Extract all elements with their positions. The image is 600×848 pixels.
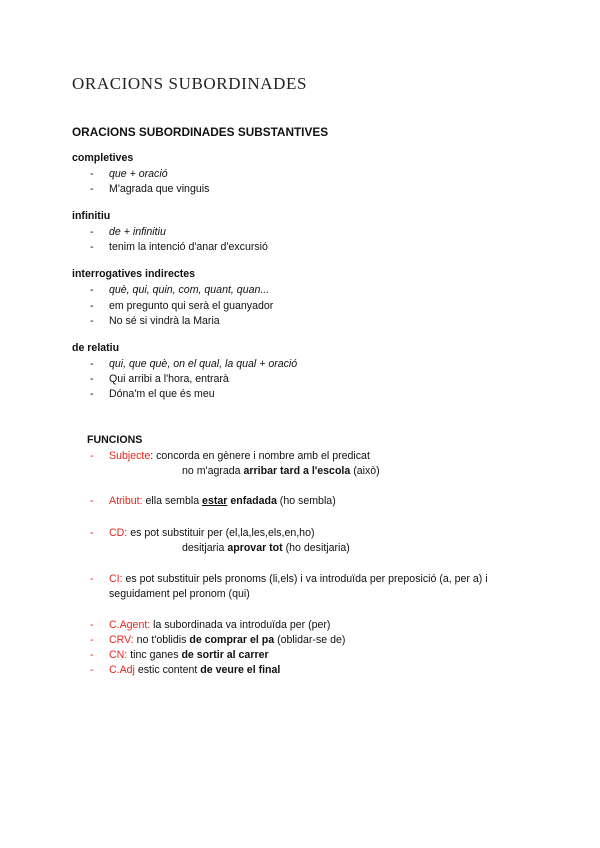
group-label-infinitiu: infinitiu bbox=[72, 210, 111, 222]
funcio-label: CI: bbox=[109, 573, 123, 585]
funcio-label: C.Adj bbox=[109, 664, 135, 676]
funcio-label: Atribut: bbox=[109, 495, 143, 507]
group-label-completives: completives bbox=[72, 152, 134, 164]
group-label-relatiu: de relatiu bbox=[72, 342, 120, 354]
group-label-interrogatives: interrogatives indirectes bbox=[72, 268, 196, 280]
document-page: ORACIONS SUBORDINADES ORACIONS SUBORDINADES SUBSTANTIVES completives - que + oració - M'agrada que vinguis infinitiu - de + infinitiu - tenim la intenció d'anar d'excursió interrogatives indirectes - què, qui, quin, com, quant, quan... - em pregunto qui serà el guanyador - No sé si vindrà la Maria de relatiu - qui, que què, on el qual, la qual + oració - Qui arribi a l'hora, entrarà - Dóna'm el que és meu FUNCIONS - Subjecte: concorda en gènere i nombre amb el predicat no m'agrada arribar tard a l'escola (això) - Atribut: ella sembla estar enfadada (ho sembla) - CD: es pot substituir per (el,la,les,els,en,ho) desitjaria aprovar tot (ho desitjaria) - CI: es pot substituir pels pronoms (li,els) i va introduïda per preposició (a, per a) i seguidament pel pronom (qui) - C.Agent: la subordinada va introduïda per (per) - CRV: no t'oblidis de comprar el pa (oblidar-se de) - CN: tinc ganes de sortir al carrer - C.Adj estic content de veure el final bbox=[72, 74, 488, 676]
funcio-label: CN: bbox=[109, 649, 128, 661]
funcions-heading: FUNCIONS bbox=[87, 434, 143, 446]
funcio-label: CD: bbox=[109, 527, 128, 539]
page-title: ORACIONS SUBORDINADES bbox=[72, 74, 308, 93]
funcio-label: CRV: bbox=[109, 634, 134, 646]
funcio-continuation: seguidament pel pronom (qui) bbox=[109, 588, 250, 600]
section-heading: ORACIONS SUBORDINADES SUBSTANTIVES bbox=[72, 125, 329, 139]
funcio-label: Subjecte bbox=[109, 450, 151, 462]
funcio-example: desitjaria aprovar tot (ho desitjaria) bbox=[182, 542, 350, 554]
funcio-example: no m'agrada arribar tard a l'escola (això) bbox=[182, 465, 380, 477]
funcio-label: C.Agent: bbox=[109, 619, 151, 631]
